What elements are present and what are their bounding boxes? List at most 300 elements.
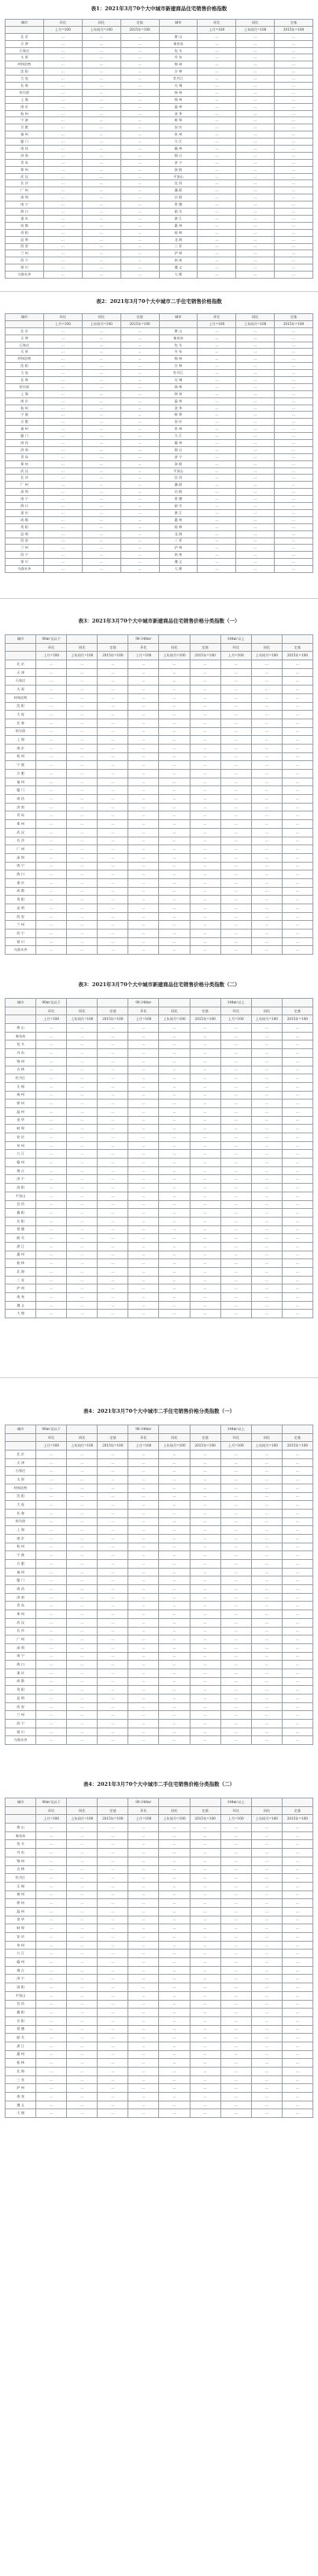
index-cell: … [159, 2025, 190, 2034]
index-cell: … [236, 509, 275, 516]
city-cell: 青 岛 [6, 159, 44, 166]
index-cell: … [36, 1618, 67, 1627]
index-cell: … [98, 1175, 128, 1184]
index-cell: … [98, 1865, 128, 1874]
table-row [6, 921, 313, 930]
index-cell: 金 华 [159, 110, 198, 117]
index-cell: … [43, 68, 82, 76]
index-cell: … [36, 2075, 67, 2084]
table-row [6, 1192, 313, 1200]
index-cell: … [98, 1458, 128, 1467]
index-cell: … [159, 1991, 190, 2000]
index-cell: … [36, 1100, 67, 1108]
index-cell: … [275, 76, 313, 83]
index-cell: … [190, 1610, 220, 1619]
column-header: 定基 [282, 1806, 312, 1815]
index-cell: 温 州 [159, 397, 198, 405]
table-row [6, 1100, 313, 1108]
index-cell: … [251, 1551, 282, 1560]
city-cell: 上 海 [6, 390, 44, 397]
index-cell: 大 理 [159, 566, 198, 573]
index-cell: … [282, 1882, 312, 1890]
index-cell: … [220, 1259, 251, 1268]
index-cell: … [251, 1251, 282, 1259]
index-cell: … [236, 54, 275, 61]
index-cell: … [67, 1284, 98, 1293]
city-cell: 三 亚 [6, 2075, 36, 2084]
city-cell: 贵 阳 [6, 229, 44, 236]
index-cell: … [128, 862, 159, 870]
index-cell: … [251, 2050, 282, 2059]
column-header [282, 999, 312, 1007]
city-cell: 北 京 [6, 33, 44, 40]
index-cell: … [251, 946, 282, 955]
index-cell: … [67, 1534, 98, 1543]
index-cell: … [251, 778, 282, 786]
index-cell: … [159, 1840, 190, 1849]
index-cell: … [198, 110, 236, 117]
index-cell: … [251, 786, 282, 795]
index-cell: … [36, 1882, 67, 1890]
column-header: 144m²以上 [220, 635, 251, 644]
index-cell: … [190, 1950, 220, 1958]
index-cell: … [251, 1276, 282, 1284]
index-cell: … [159, 677, 190, 686]
index-cell: … [198, 468, 236, 475]
index-cell: … [220, 795, 251, 804]
city-cell: 吉 林 [6, 1865, 36, 1874]
index-cell: … [82, 201, 120, 209]
index-cell: … [43, 146, 82, 153]
index-cell: … [275, 152, 313, 159]
index-cell: … [220, 693, 251, 702]
index-cell: … [120, 503, 159, 510]
index-cell: … [282, 727, 312, 736]
index-cell: … [190, 1057, 220, 1066]
table-row [6, 1116, 313, 1125]
city-cell: 丹 东 [6, 1049, 36, 1058]
table-row [6, 363, 313, 370]
index-cell: … [282, 752, 312, 761]
index-cell: … [282, 1091, 312, 1100]
index-cell: … [98, 1669, 128, 1677]
index-cell: … [198, 68, 236, 76]
table-row [6, 433, 313, 440]
index-cell: … [251, 1991, 282, 2000]
city-cell: 安 庆 [6, 1933, 36, 1942]
table-2 [5, 313, 313, 573]
index-cell: … [159, 1916, 190, 1924]
index-cell: … [43, 152, 82, 159]
index-cell: … [220, 1857, 251, 1865]
column-header: 定基 [282, 1007, 312, 1015]
index-cell: 洛 阳 [159, 460, 198, 468]
city-cell: 兰 州 [6, 250, 44, 257]
index-cell: … [282, 2093, 312, 2101]
index-cell: … [190, 2034, 220, 2042]
index-cell: … [198, 33, 236, 40]
column-header: 90m²及以下 [36, 1798, 67, 1807]
column-header: 城市 [6, 999, 36, 1007]
index-cell: … [36, 2042, 67, 2050]
index-cell: … [36, 1551, 67, 1560]
index-cell: … [128, 1568, 159, 1576]
index-cell: … [36, 1933, 67, 1942]
index-cell: … [190, 736, 220, 745]
index-cell: … [67, 811, 98, 820]
index-cell: … [120, 390, 159, 397]
index-cell: … [43, 96, 82, 103]
index-cell: … [128, 1091, 159, 1100]
index-cell: … [43, 243, 82, 250]
index-cell: … [43, 482, 82, 489]
index-cell: … [36, 1517, 67, 1526]
index-cell: … [282, 1049, 312, 1058]
index-cell: … [36, 1874, 67, 1883]
index-cell: … [198, 194, 236, 201]
index-cell: … [190, 660, 220, 669]
city-cell: 呼和浩特 [6, 356, 44, 363]
index-cell: … [159, 1890, 190, 1899]
index-cell: … [236, 523, 275, 530]
index-cell: … [36, 2068, 67, 2076]
table-row [6, 1209, 313, 1218]
city-cell: 西 安 [6, 912, 36, 921]
index-cell: … [251, 1907, 282, 1916]
city-cell: 南 昌 [6, 1585, 36, 1594]
index-cell: … [128, 1141, 159, 1150]
table-row [6, 1602, 313, 1610]
city-cell: 南 京 [6, 397, 44, 405]
index-cell: … [36, 1526, 67, 1535]
index-cell: … [190, 1991, 220, 2000]
index-cell: … [220, 1610, 251, 1619]
index-cell: … [282, 811, 312, 820]
index-cell: … [190, 1082, 220, 1091]
index-cell: … [159, 660, 190, 669]
index-cell: … [251, 744, 282, 752]
column-header: 定基 [120, 314, 159, 321]
index-cell: … [220, 1082, 251, 1091]
city-cell: 广 州 [6, 482, 44, 489]
index-cell: … [251, 811, 282, 820]
index-cell: … [282, 1627, 312, 1635]
index-cell: … [128, 2101, 159, 2109]
data-table [5, 634, 313, 955]
index-cell: … [67, 1301, 98, 1310]
index-cell: … [251, 912, 282, 921]
city-cell: 平顶山 [6, 1991, 36, 2000]
index-cell: … [220, 1217, 251, 1225]
index-cell: … [236, 460, 275, 468]
index-cell: … [128, 1268, 159, 1277]
table-row [6, 370, 313, 377]
index-cell: … [98, 1849, 128, 1857]
index-cell: … [282, 1032, 312, 1040]
index-cell: … [43, 117, 82, 124]
index-cell: … [82, 54, 120, 61]
index-cell: … [220, 1983, 251, 1992]
table-row [6, 1066, 313, 1074]
index-cell: … [67, 1899, 98, 1908]
index-cell: … [236, 166, 275, 173]
index-cell: … [275, 545, 313, 552]
column-header [159, 999, 190, 1007]
data-table [5, 998, 313, 1318]
index-cell: … [282, 736, 312, 745]
index-cell: … [36, 1991, 67, 2000]
index-cell: … [36, 795, 67, 804]
index-cell: … [36, 1049, 67, 1058]
column-header: 环比 [43, 314, 82, 321]
city-cell: 重 庆 [6, 509, 44, 516]
index-cell: … [36, 693, 67, 702]
city-cell: 沈 阳 [6, 68, 44, 76]
city-cell: 石家庄 [6, 342, 44, 349]
index-cell: … [282, 1476, 312, 1484]
index-cell: … [98, 1242, 128, 1251]
city-cell: 海 口 [6, 209, 44, 216]
index-cell: … [120, 209, 159, 216]
index-cell: … [190, 870, 220, 879]
table-row [6, 1983, 313, 1992]
city-cell: 蚌 埠 [6, 1924, 36, 1933]
index-cell: 济 宁 [159, 453, 198, 460]
table-row [6, 250, 313, 257]
index-cell: … [128, 1736, 159, 1745]
index-cell: … [198, 349, 236, 356]
index-cell: … [36, 1107, 67, 1116]
index-cell: … [159, 1966, 190, 1975]
index-cell: … [236, 566, 275, 573]
city-cell: 桂 林 [6, 1259, 36, 1268]
index-cell: … [98, 1890, 128, 1899]
index-cell: … [36, 937, 67, 946]
table-row [6, 1517, 313, 1526]
table-4b-title: 表4：2021年3月70个大中城市二手住宅销售价格分类指数（二） [83, 1781, 235, 1787]
city-cell: 昆 明 [6, 904, 36, 913]
index-cell: 桂 林 [159, 229, 198, 236]
index-cell: … [220, 1184, 251, 1192]
table-row [6, 187, 313, 194]
index-cell: … [128, 1941, 159, 1950]
table-row [6, 83, 313, 90]
city-cell: 哈尔滨 [6, 1517, 36, 1526]
index-cell: … [128, 1217, 159, 1225]
index-cell: … [220, 1192, 251, 1200]
index-cell: … [67, 1728, 98, 1736]
index-cell: … [159, 1568, 190, 1576]
index-cell: … [128, 1720, 159, 1728]
index-cell: 韶 关 [159, 209, 198, 216]
index-cell: … [98, 1560, 128, 1569]
column-header [159, 1425, 190, 1434]
city-cell: 西 宁 [6, 552, 44, 559]
index-cell: … [128, 702, 159, 711]
index-cell: … [236, 377, 275, 384]
index-cell: … [120, 236, 159, 243]
index-cell: … [190, 1702, 220, 1711]
index-cell: … [120, 173, 159, 180]
index-cell: 牡丹江 [159, 76, 198, 83]
index-cell: … [282, 1983, 312, 1992]
index-cell: … [159, 1451, 190, 1459]
index-cell: … [198, 131, 236, 139]
index-cell: … [220, 803, 251, 811]
index-cell: … [198, 236, 236, 243]
index-cell: … [190, 2068, 220, 2076]
city-cell: 石家庄 [6, 677, 36, 686]
index-cell: … [190, 770, 220, 778]
city-cell: 襄 阳 [6, 2009, 36, 2017]
index-cell: … [98, 862, 128, 870]
index-cell: … [36, 896, 67, 904]
index-cell: … [198, 496, 236, 503]
index-cell: … [36, 1983, 67, 1992]
column-header: 2015年=100 [282, 652, 312, 660]
index-cell: … [190, 1200, 220, 1209]
index-cell: … [36, 1975, 67, 1983]
index-cell: … [98, 719, 128, 727]
column-header [282, 635, 312, 644]
index-cell: … [82, 349, 120, 356]
column-header: 城市 [6, 1798, 36, 1807]
column-header: 同比 [67, 1433, 98, 1442]
city-cell: 上 海 [6, 736, 36, 745]
index-cell: … [43, 272, 82, 279]
column-header: 上月=100 [43, 26, 82, 33]
index-cell: … [36, 2009, 67, 2017]
column-header: 上月=100 [198, 26, 236, 33]
index-cell: … [43, 131, 82, 139]
index-cell: … [220, 1635, 251, 1644]
index-cell: … [82, 538, 120, 545]
index-cell: … [67, 693, 98, 702]
index-cell: … [220, 677, 251, 686]
table-row [6, 904, 313, 913]
index-cell: … [128, 2000, 159, 2009]
column-header: 环比 [36, 1433, 67, 1442]
index-cell: … [282, 853, 312, 862]
table-row [6, 1082, 313, 1091]
column-header: 同比 [159, 1433, 190, 1442]
index-cell: … [190, 1251, 220, 1259]
index-cell: … [220, 1831, 251, 1840]
index-cell: … [198, 566, 236, 573]
index-cell: … [67, 752, 98, 761]
index-cell: … [98, 1200, 128, 1209]
index-cell: … [98, 2034, 128, 2042]
table-row [6, 1467, 313, 1476]
index-cell: … [98, 845, 128, 854]
city-cell: 赣 州 [6, 1159, 36, 1167]
index-cell: … [251, 1924, 282, 1933]
index-cell: … [82, 356, 120, 363]
index-cell: … [98, 770, 128, 778]
index-cell: … [282, 660, 312, 669]
index-cell: … [98, 1293, 128, 1302]
index-cell: … [82, 545, 120, 552]
index-cell: … [275, 173, 313, 180]
index-cell: … [43, 250, 82, 257]
index-cell: … [128, 887, 159, 896]
index-cell: … [190, 2101, 220, 2109]
index-cell: … [220, 1618, 251, 1627]
index-cell: … [198, 152, 236, 159]
index-cell: … [128, 1824, 159, 1832]
index-cell: … [282, 1890, 312, 1899]
index-cell: … [128, 1831, 159, 1840]
index-cell: … [190, 1916, 220, 1924]
index-cell: … [98, 1074, 128, 1083]
index-cell: … [98, 1310, 128, 1318]
table-row [6, 878, 313, 887]
column-header: 上月=100 [36, 1442, 67, 1451]
index-cell: … [220, 1585, 251, 1594]
column-header [282, 1798, 312, 1807]
index-cell: … [220, 1720, 251, 1728]
index-cell: … [98, 1882, 128, 1890]
index-cell: … [282, 1677, 312, 1686]
index-cell: 泉 州 [159, 426, 198, 433]
index-cell: … [251, 1242, 282, 1251]
index-cell: … [67, 1907, 98, 1916]
index-cell: … [128, 837, 159, 845]
index-cell: … [159, 2068, 190, 2076]
index-cell: … [67, 1310, 98, 1318]
index-cell: … [43, 180, 82, 187]
index-cell: … [220, 1159, 251, 1167]
index-cell: … [275, 215, 313, 222]
column-header: 上年同月=100 [159, 1442, 190, 1451]
table-row [6, 727, 313, 736]
column-header: 同比 [159, 1007, 190, 1015]
index-cell: … [198, 377, 236, 384]
index-cell: … [190, 2009, 220, 2017]
city-cell: 牡丹江 [6, 1074, 36, 1083]
index-cell: … [67, 1451, 98, 1459]
index-cell: … [190, 1100, 220, 1108]
table-row [6, 1585, 313, 1594]
index-cell: … [251, 1576, 282, 1585]
index-cell: … [251, 2009, 282, 2017]
column-header [190, 635, 220, 644]
index-cell: … [251, 1458, 282, 1467]
index-cell: … [275, 124, 313, 131]
index-cell: 秦皇岛 [159, 40, 198, 47]
column-header: 上年同月=100 [251, 1015, 282, 1024]
index-cell: … [251, 1141, 282, 1150]
index-cell: … [190, 1840, 220, 1849]
index-cell: … [98, 1476, 128, 1484]
city-cell: 西 安 [6, 538, 44, 545]
index-cell: … [82, 103, 120, 110]
index-cell: … [36, 2034, 67, 2042]
index-cell: … [190, 1560, 220, 1569]
table-row [6, 1217, 313, 1225]
index-cell: … [251, 1467, 282, 1476]
index-cell: … [120, 47, 159, 54]
city-cell: 哈尔滨 [6, 383, 44, 390]
index-cell: … [159, 1857, 190, 1865]
index-cell: … [275, 419, 313, 426]
city-cell: 长 春 [6, 719, 36, 727]
index-cell: … [67, 1669, 98, 1677]
index-cell: 烟 台 [159, 446, 198, 453]
table-row [6, 1736, 313, 1745]
index-cell: … [36, 1585, 67, 1594]
index-cell: … [36, 1686, 67, 1695]
